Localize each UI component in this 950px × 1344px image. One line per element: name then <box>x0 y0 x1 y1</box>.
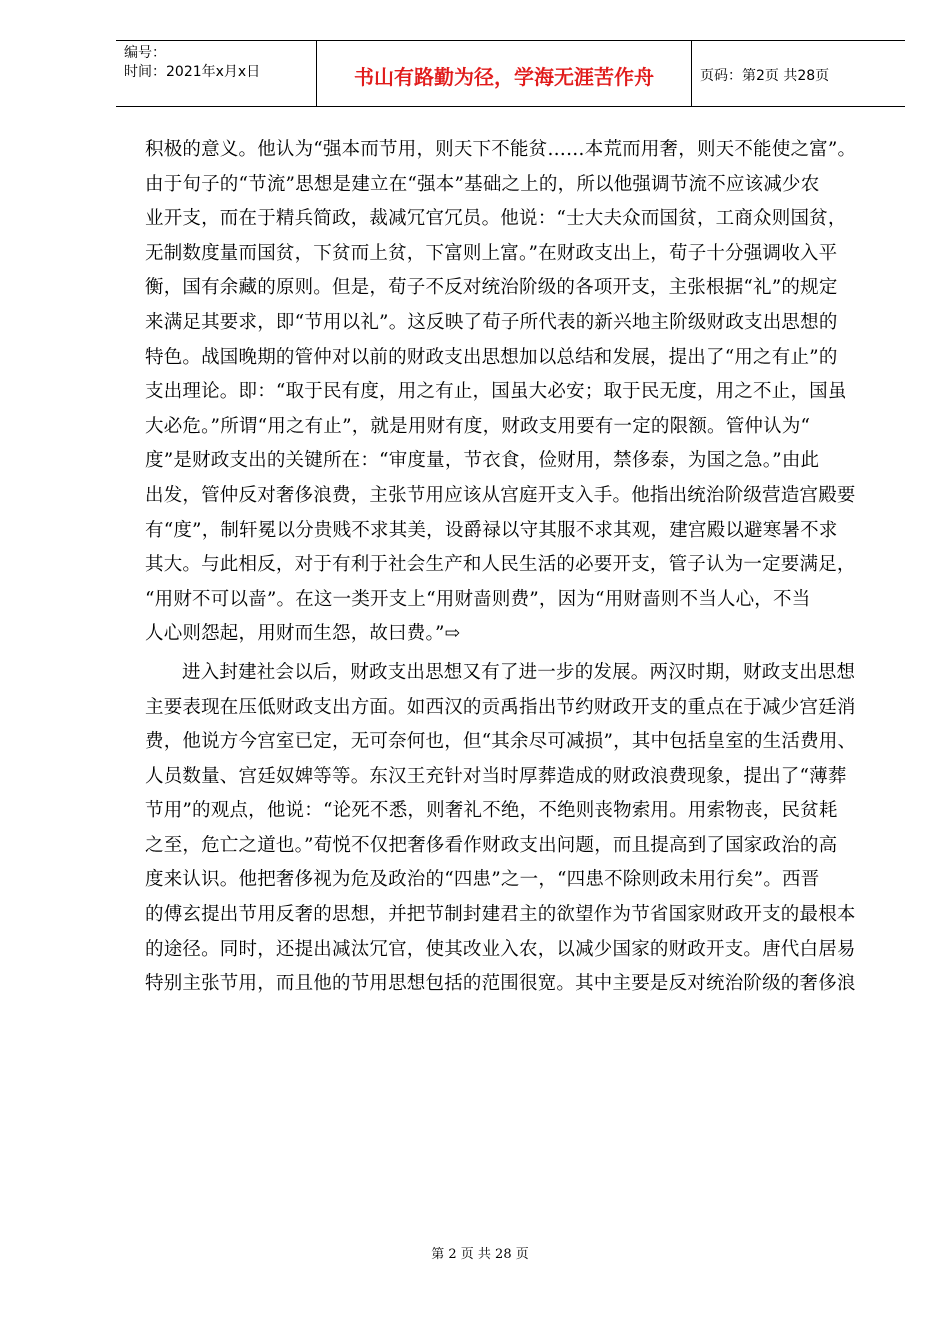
text-line: 由于旬子的“节流”思想是建立在“强本”基础之上的，所以他强调节流不应该减少农 <box>145 173 820 195</box>
document-body <box>145 133 875 1002</box>
text-line: 的途径。同时，还提出减汰冗官，使其改业入农，以减少国家的财政开支。唐代白居易 <box>145 938 856 960</box>
text-line: 来满足其要求，即“节用以礼”。这反映了荀子所代表的新兴地主阶级财政支出思想的 <box>145 311 838 333</box>
doc-code-label: 编号： <box>124 45 166 61</box>
text-line: 衡，国有余藏的原则。但是，荀子不反对统治阶级的各项开支，主张根据“礼”的规定 <box>145 277 838 299</box>
text-line: 特色。战国晚期的管仲对以前的财政支出思想加以总结和发展，提出了“用之有止”的 <box>145 346 838 368</box>
text-line: 人员数量、宫廷奴婢等等。东汉王充针对当时厚葬造成的财政浪费现象，提出了“薄葬 <box>145 765 847 787</box>
text-line: “用财不可以啬”。在这一类开支上“用财啬则费”，因为“用财啬则不当人心，不当 <box>145 588 811 610</box>
text-line: 积极的意义。他认为“强本而节用，则天下不能贫……本荒而用奢，则天不能使之富”。 <box>145 139 857 160</box>
text-line: 节用”的观点，他说：“论死不悉，则奢礼不绝，不绝则丧物索用。用索物丧，民贫耗 <box>145 800 838 822</box>
text-line: 其大。与此相反，对于有利于社会生产和人民生活的必要开支，管子认为一定要满足， <box>145 554 856 576</box>
doc-date-label: 时间：2021年x月x日 <box>124 64 261 80</box>
text-line: 特别主张节用，而且他的节用思想包括的范围很宽。其中主要是反对统治阶级的奢侈浪 <box>145 973 856 995</box>
text-line: 大必危。”所谓“用之有止”，就是用财有度，财政支用要有一定的限额。管仲认为“ <box>145 415 811 437</box>
text-line: 进入封建社会以后，财政支出思想又有了进一步的发展。两汉时期，财政支出思想 <box>182 661 856 683</box>
header-page-cell <box>692 41 905 106</box>
text-line: 费，他说方今宫室已定，无可奈何也，但“其余尽可减损”，其中包括皇室的生活费用、 <box>145 731 857 753</box>
document-header <box>116 40 905 107</box>
text-line: 业开支，而在于精兵简政，裁减冗官冗员。他说：“士大夫众而国贫，工商众则国贫， <box>145 208 847 230</box>
text-line: 支出理论。即：“取于民有度，用之有止，国虽大必安；取于民无度，用之不止，国虽 <box>145 381 847 403</box>
paragraph-2 <box>145 656 875 1002</box>
header-meta-cell <box>116 41 316 106</box>
header-page-number: 页码：第2页 共28页 <box>700 68 830 84</box>
text-line: 度来认识。他把奢侈视为危及政治的“四患”之一，“四患不除则政未用行矣”。西晋 <box>145 869 820 891</box>
page-footer: 第 2 页 共 28 页 <box>431 1247 529 1262</box>
text-line: 之至，危亡之道也。”荀悦不仅把奢侈看作财政支出问题，而且提高到了国家政治的高 <box>145 834 838 856</box>
text-line: 人心则怨起，用财而生怨，故曰费。”⇨ <box>145 623 461 645</box>
text-line: 的傅玄提出节用反奢的思想，并把节制封建君主的欲望作为节省国家财政开支的最根本 <box>145 904 856 926</box>
text-line: 无制数度量而国贫，下贫而上贫，下富则上富。”在财政支出上，荀子十分强调收入平 <box>145 242 838 264</box>
paragraph-1 <box>145 133 875 652</box>
text-line: 度”是财政支出的关键所在：“审度量，节衣食，俭财用，禁侈泰，为国之急。”由此 <box>145 450 820 472</box>
text-line: 出发，管仲反对奢侈浪费，主张节用应该从宫庭开支入手。他指出统治阶级营造宫殿要 <box>145 484 856 506</box>
header-motto: 书山有路勤为径，学海无涯苦作舟 <box>354 65 654 89</box>
text-line: 主要表现在压低财政支出方面。如西汉的贡禹指出节约财政开支的重点在于减少宫廷消 <box>145 696 856 718</box>
text-line: 有“度”，制轩冕以分贵贱不求其美，设爵禄以守其服不求其观，建宫殿以避寒暑不求 <box>145 519 838 541</box>
header-motto-cell <box>316 41 692 106</box>
